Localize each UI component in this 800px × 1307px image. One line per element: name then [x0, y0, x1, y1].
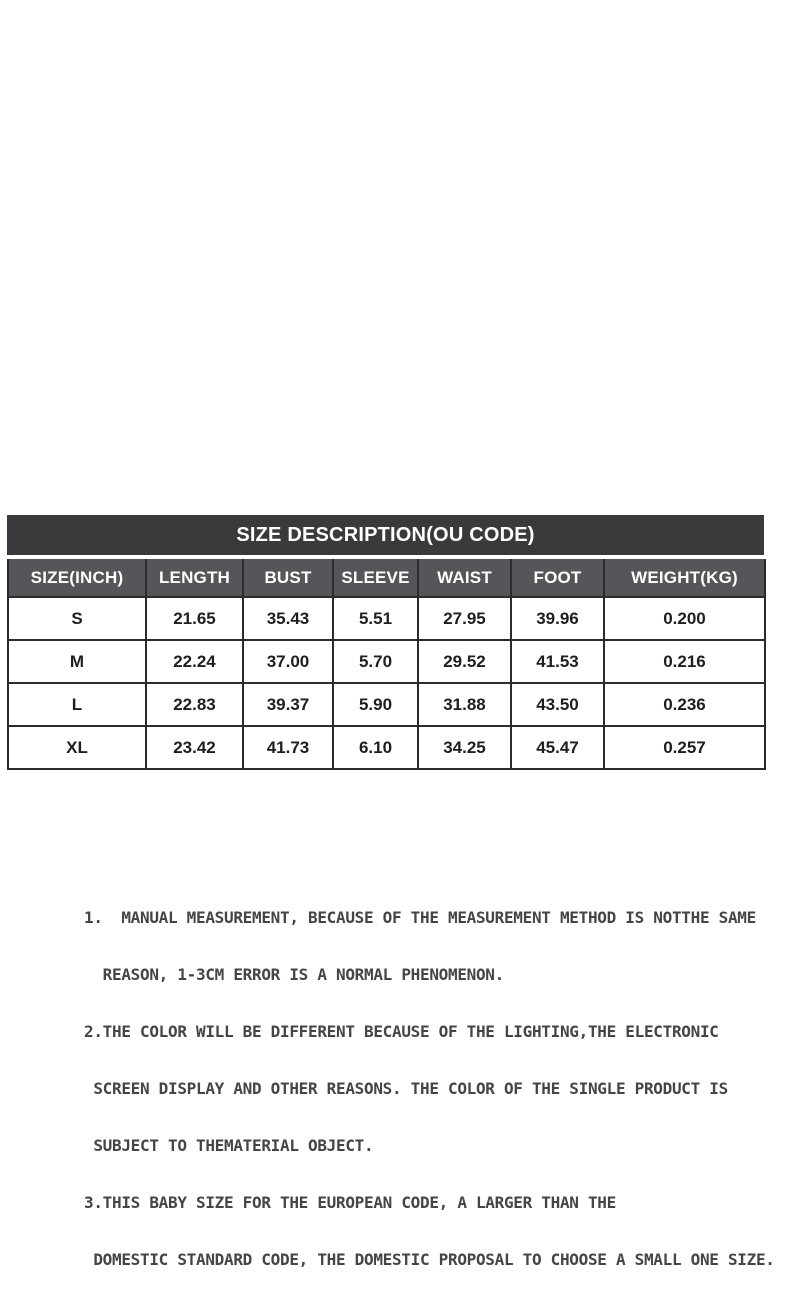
length-value: 23.42: [146, 726, 243, 769]
waist-value: 27.95: [418, 597, 511, 640]
table-row-xl: [8, 726, 765, 769]
note-line: 3.THIS BABY SIZE FOR THE EUROPEAN CODE, A LARGER THAN THE: [84, 1193, 616, 1212]
weight-value: 0.257: [604, 726, 765, 769]
weight-value: 0.216: [604, 640, 765, 683]
bust-value: 41.73: [243, 726, 333, 769]
foot-value: 39.96: [511, 597, 604, 640]
table-row-l: [8, 683, 765, 726]
note-line: 2.THE COLOR WILL BE DIFFERENT BECAUSE OF THE LIGHTING,THE ELECTRONIC: [84, 1022, 719, 1041]
note-line: SUBJECT TO THEMATERIAL OBJECT.: [84, 1136, 374, 1155]
weight-value: 0.200: [604, 597, 765, 640]
foot-value: 43.50: [511, 683, 604, 726]
foot-value: 41.53: [511, 640, 604, 683]
size-table-body: [8, 597, 765, 769]
sleeve-value: 5.70: [333, 640, 418, 683]
bust-value: 39.37: [243, 683, 333, 726]
header-row: [8, 559, 765, 597]
bust-value: 35.43: [243, 597, 333, 640]
waist-value: 29.52: [418, 640, 511, 683]
sleeve-value: 5.51: [333, 597, 418, 640]
column-header-sleeve: SLEEVE: [333, 559, 418, 597]
column-header-bust: BUST: [243, 559, 333, 597]
note-line: SCREEN DISPLAY AND OTHER REASONS. THE COLOR OF THE SINGLE PRODUCT IS: [84, 1079, 728, 1098]
length-value: 22.24: [146, 640, 243, 683]
column-header-foot: FOOT: [511, 559, 604, 597]
size-table: [7, 559, 766, 770]
column-header-length: LENGTH: [146, 559, 243, 597]
table-row-m: [8, 640, 765, 683]
length-value: 21.65: [146, 597, 243, 640]
bust-value: 37.00: [243, 640, 333, 683]
note-line: DOMESTIC STANDARD CODE, THE DOMESTIC PROPOSAL TO CHOOSE A SMALL ONE SIZE.: [84, 1250, 775, 1269]
size-table-header: [8, 559, 765, 597]
sleeve-value: 5.90: [333, 683, 418, 726]
size-label: L: [8, 683, 146, 726]
column-header-size: SIZE(INCH): [8, 559, 146, 597]
column-header-waist: WAIST: [418, 559, 511, 597]
size-label: XL: [8, 726, 146, 769]
weight-value: 0.236: [604, 683, 765, 726]
size-chart: [7, 515, 764, 770]
table-title: SIZE DESCRIPTION(OU CODE): [7, 515, 764, 555]
measurement-notes: [84, 870, 775, 1307]
size-label: S: [8, 597, 146, 640]
foot-value: 45.47: [511, 726, 604, 769]
table-row-s: [8, 597, 765, 640]
note-line: REASON, 1-3CM ERROR IS A NORMAL PHENOMENON.: [84, 965, 504, 984]
sleeve-value: 6.10: [333, 726, 418, 769]
waist-value: 31.88: [418, 683, 511, 726]
length-value: 22.83: [146, 683, 243, 726]
waist-value: 34.25: [418, 726, 511, 769]
size-label: M: [8, 640, 146, 683]
column-header-weight: WEIGHT(KG): [604, 559, 765, 597]
note-line: 1. MANUAL MEASUREMENT, BECAUSE OF THE MEASUREMENT METHOD IS NOTTHE SAME: [84, 908, 756, 927]
